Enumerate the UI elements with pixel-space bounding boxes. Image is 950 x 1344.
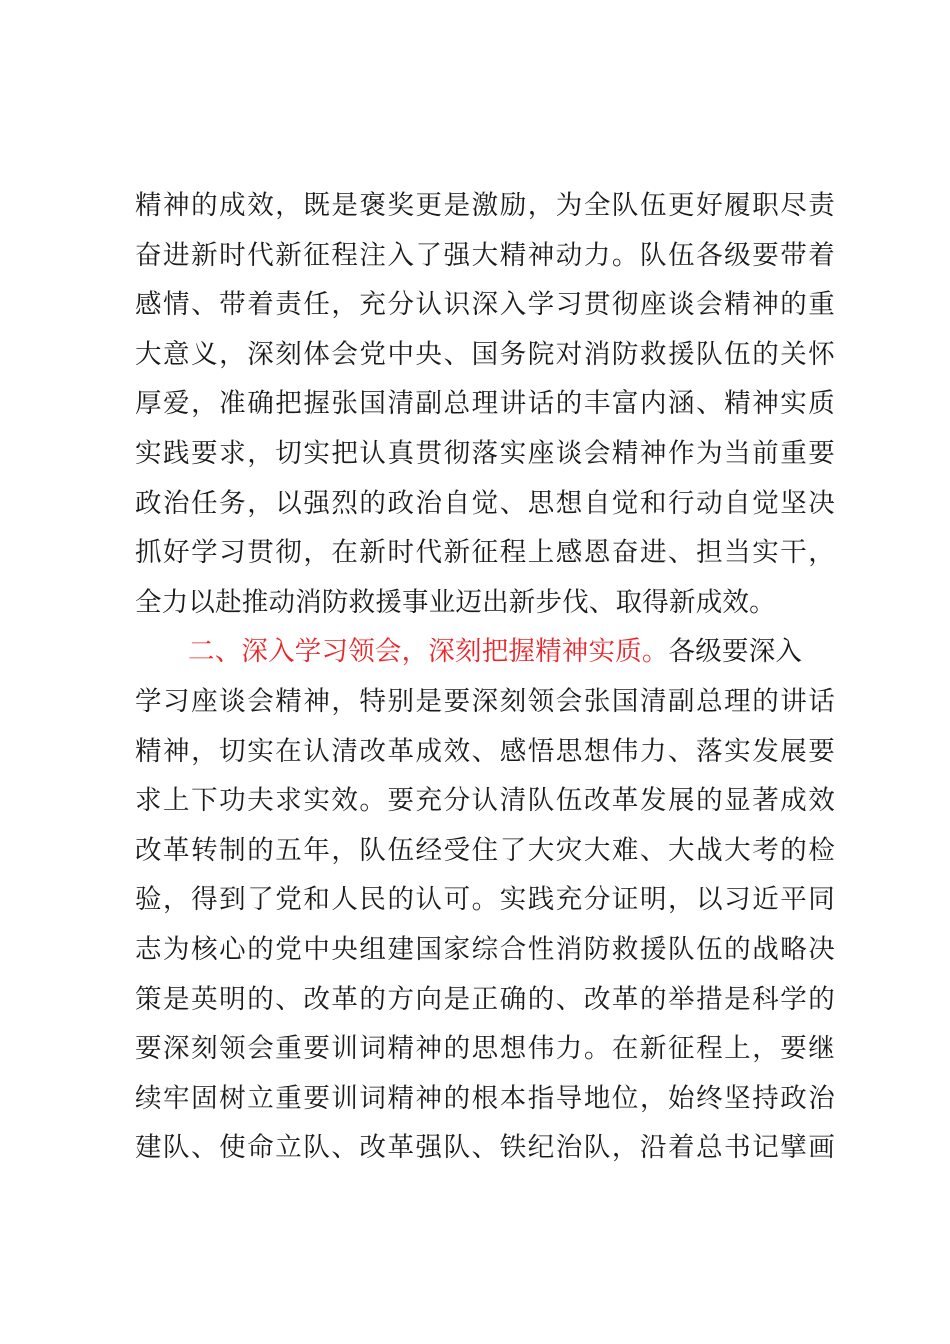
text-line: 精神，切实在认清改革成效、感悟思想伟力、落实发展要 bbox=[135, 735, 835, 767]
text-line: 奋进新时代新征程注入了强大精神动力。队伍各级要带着 bbox=[135, 239, 835, 271]
text-line: 学习座谈会精神，特别是要深刻领会张国清副总理的讲话 bbox=[135, 685, 835, 717]
text-line: 精神的成效，既是褒奖更是激励，为全队伍更好履职尽责 bbox=[135, 190, 835, 221]
text-line: 改革转制的五年，队伍经受住了大灾大难、大战大考的检 bbox=[135, 834, 835, 866]
text-line: 抓好学习贯彻，在新时代新征程上感恩奋进、担当实干， bbox=[135, 537, 835, 569]
paragraph-2 bbox=[135, 627, 835, 1173]
text-line: 政治任务，以强烈的政治自觉、思想自觉和行动自觉坚决 bbox=[135, 487, 835, 519]
section-heading: 二、深入学习领会，深刻把握精神实质。 bbox=[188, 636, 669, 668]
text-line: 验，得到了党和人民的认可。实践充分证明，以习近平同 bbox=[135, 884, 835, 916]
text-line: 求上下功夫求实效。要充分认清队伍改革发展的显著成效 bbox=[135, 785, 835, 817]
text-line: 感情、带着责任，充分认识深入学习贯彻座谈会精神的重 bbox=[135, 289, 835, 321]
text-line: 实践要求，切实把认真贯彻落实座谈会精神作为当前重要 bbox=[135, 437, 835, 469]
text-line: 续牢固树立重要训词精神的根本指导地位，始终坚持政治 bbox=[135, 1082, 835, 1114]
text-span: 各级要深入 bbox=[668, 636, 803, 668]
text-line: 全力以赴推动消防救援事业迈出新步伐、取得新成效。 bbox=[135, 586, 776, 618]
text-line: 要深刻领会重要训词精神的思想伟力。在新征程上，要继 bbox=[135, 1033, 835, 1065]
text-line: 志为核心的党中央组建国家综合性消防救援队伍的战略决 bbox=[135, 933, 835, 965]
body-text bbox=[135, 181, 835, 1173]
text-line bbox=[135, 627, 835, 677]
text-line: 建队、使命立队、改革强队、铁纪治队，沿着总书记擘画 bbox=[135, 1132, 835, 1164]
text-line: 策是英明的、改革的方向是正确的、改革的举措是科学的 bbox=[135, 983, 835, 1015]
text-line: 大意义，深刻体会党中央、国务院对消防救援队伍的关怀 bbox=[135, 338, 835, 370]
paragraph-1 bbox=[135, 181, 835, 627]
text-line: 厚爱，准确把握张国清副总理讲话的丰富内涵、精神实质 bbox=[135, 388, 835, 420]
